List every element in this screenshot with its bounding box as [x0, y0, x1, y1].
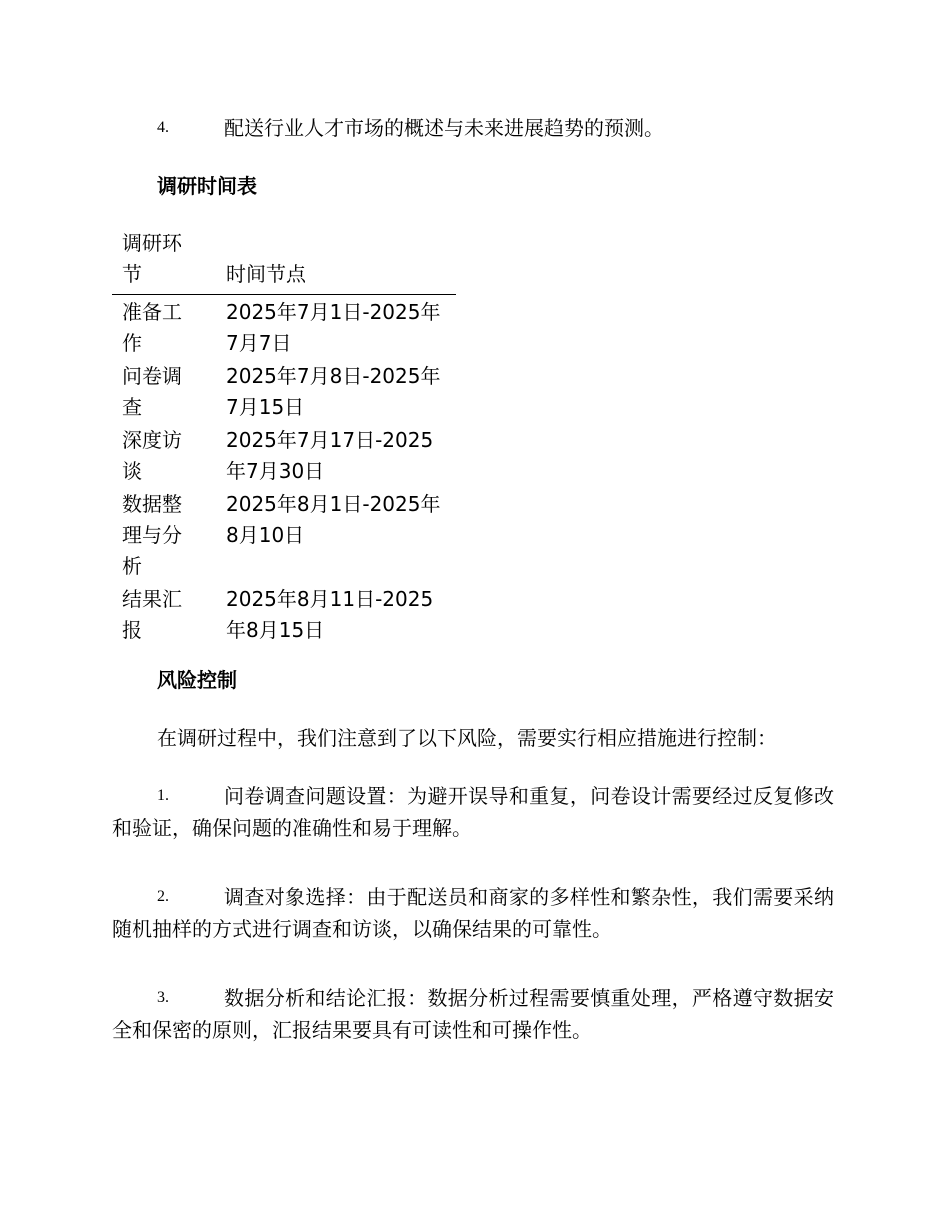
- table-row: [112, 423, 456, 487]
- table-row: [112, 582, 456, 646]
- list-number: 1.: [157, 787, 169, 804]
- time-cell: 2025年7月17日-2025年7月30日: [226, 428, 434, 483]
- schedule-heading: 调研时间表: [157, 174, 257, 198]
- stage-cell: 问卷调查: [122, 364, 182, 419]
- header-time: 时间节点: [226, 228, 456, 295]
- table-header-row: [112, 228, 456, 295]
- table-row: [112, 487, 456, 582]
- time-cell: 2025年8月11日-2025年8月15日: [226, 587, 434, 642]
- list-number: 3.: [157, 989, 169, 1006]
- time-cell: 2025年7月8日-2025年7月15日: [226, 364, 441, 419]
- stage-cell: 结果汇报: [122, 587, 182, 642]
- list-item-text: 配送行业人才市场的概述与未来进展趋势的预测。: [224, 116, 664, 140]
- schedule-table: [112, 228, 456, 646]
- list-item-text: 数据分析和结论汇报：数据分析过程需要慎重处理，严格遵守数据安全和保密的原则，汇报结果要具有可读性和可操作性。: [112, 986, 834, 1042]
- time-cell: 2025年7月1日-2025年7月7日: [226, 300, 441, 355]
- time-cell: 2025年8月1日-2025年8月10日: [226, 492, 441, 547]
- risk-heading: 风险控制: [157, 668, 237, 692]
- list-number: 2.: [157, 888, 169, 905]
- stage-cell: 准备工作: [122, 300, 182, 355]
- list-item-text: 调查对象选择：由于配送员和商家的多样性和繁杂性，我们需要采纳随机抽样的方式进行调查和访谈，以确保结果的可靠性。: [112, 885, 834, 941]
- table-row: [112, 295, 456, 360]
- list-number: 4.: [157, 119, 169, 136]
- header-stage: 调研环节: [112, 228, 226, 295]
- stage-cell: 数据整理与分析: [122, 492, 182, 578]
- table-row: [112, 359, 456, 423]
- risk-intro: 在调研过程中，我们注意到了以下风险，需要实行相应措施进行控制：: [157, 726, 777, 750]
- stage-cell: 深度访谈: [122, 428, 182, 483]
- list-item-text: 问卷调查问题设置：为避开误导和重复，问卷设计需要经过反复修改和验证，确保问题的准确性和易于理解。: [112, 784, 834, 840]
